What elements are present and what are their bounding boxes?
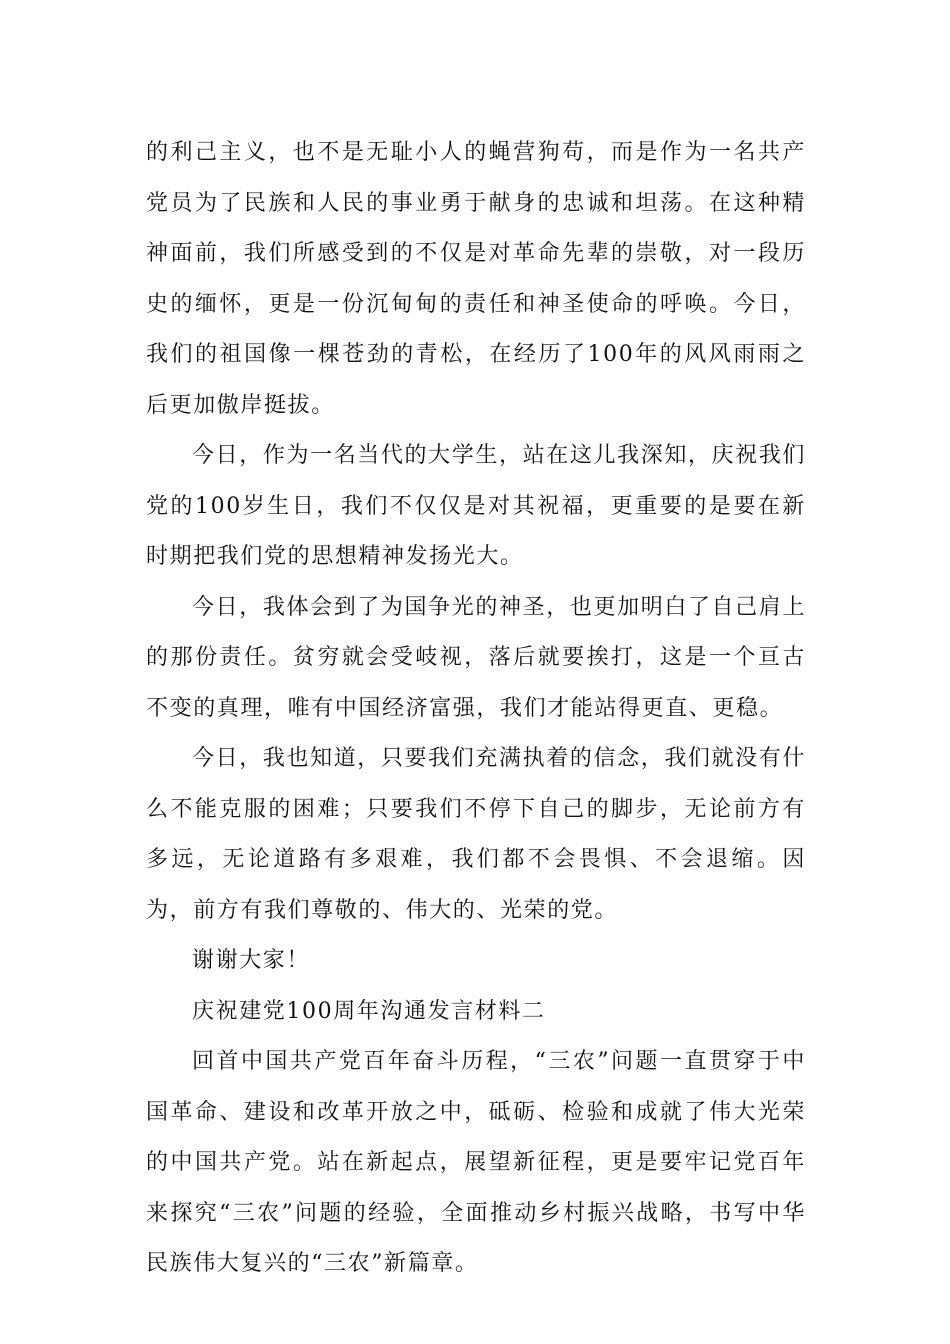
document-body: [146, 128, 806, 1290]
paragraph-three-rural: 回首中国共产党百年奋斗历程，“三农”问题一直贯穿于中国革命、建设和改革开放之中，砥砺、检验和成就了伟大光荣的中国共产党。站在新起点，展望新征程，更是要牢记党百年来探究“三农”问题的经验，全面推动乡村振兴战略，书写中华民族伟大复兴的“三农”新篇章。: [146, 1049, 806, 1276]
paragraph-responsibility: 今日，我体会到了为国争光的神圣，也更加明白了自己肩上的那份责任。贫穷就会受岐视，落后就要挨打，这是一个亘古不变的真理，唯有中国经济富强，我们才能站得更直、更稳。: [146, 594, 806, 721]
paragraph-college-student: 今日，作为一名当代的大学生，站在这儿我深知，庆祝我们党的100岁生日，我们不仅仅是对其祝福，更重要的是要在新时期把我们党的思想精神发扬光大。: [146, 443, 806, 569]
section-heading: 庆祝建党100周年沟通发言材料二: [192, 998, 546, 1024]
paragraph-thanks: 谢谢大家！: [192, 948, 311, 973]
paragraph-continuation: 的利己主义，也不是无耻小人的蝇营狗苟，而是作为一名共产党员为了民族和人民的事业勇于献身的忠诚和坦荡。在这种精神面前，我们所感受到的不仅是对革命先辈的崇敬，对一段历史的缅怀，更是一份沉甸甸的责任和神圣使命的呼唤。今日，我们的祖国像一棵苍劲的青松，在经历了100年的风风雨雨之后更加傲岸挺拔。: [146, 140, 806, 418]
paragraph-belief: 今日，我也知道，只要我们充满执着的信念，我们就没有什么不能克服的困难；只要我们不停下自己的脚步，无论前方有多远，无论道路有多艰难，我们都不会畏惧、不会退缩。因为，前方有我们尊敬的、伟大的、光荣的党。: [146, 746, 806, 923]
